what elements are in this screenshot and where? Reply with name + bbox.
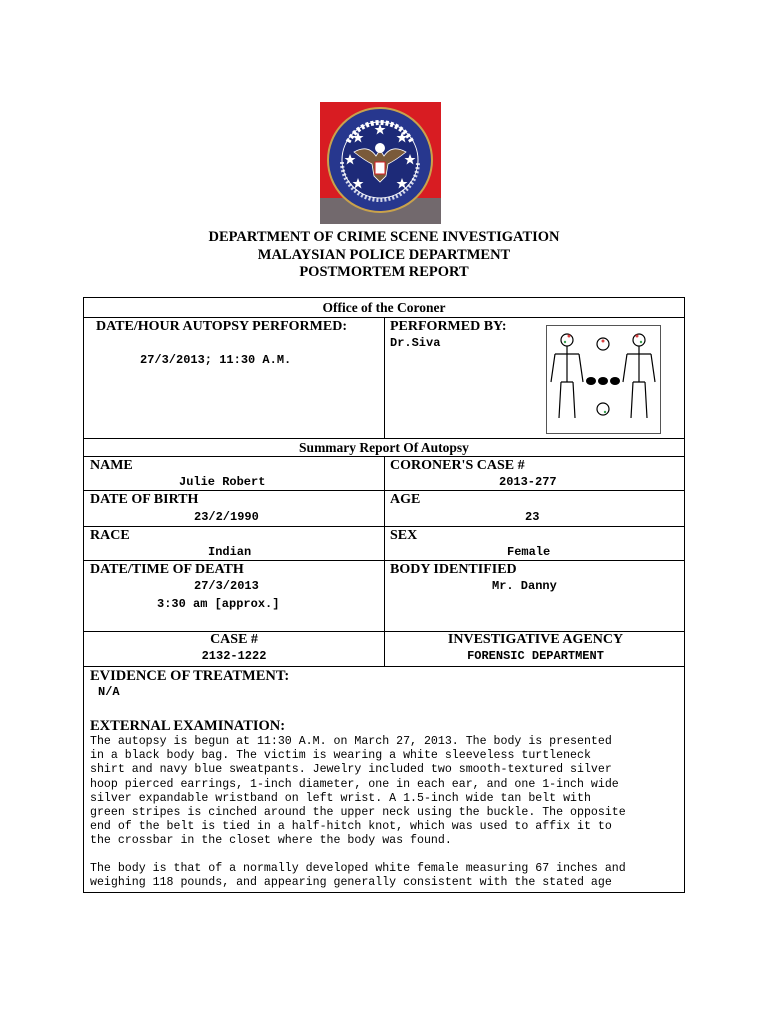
- external-paragraph-2: The body is that of a normally developed white female measuring 67 inches and weighing 118 pounds, and appearing generally consistent with the stated age: [90, 862, 626, 890]
- header-report-title: POSTMORTEM REPORT: [299, 264, 469, 280]
- divider: [84, 560, 684, 561]
- death-time: 3:30 am [approx.]: [157, 597, 280, 611]
- divider: [384, 317, 385, 438]
- identified-value: Mr. Danny: [492, 579, 557, 593]
- evidence-value: N/A: [98, 685, 120, 699]
- summary-title: Summary Report Of Autopsy: [299, 440, 469, 455]
- race-value: Indian: [208, 545, 252, 559]
- death-label: DATE/TIME OF DEATH: [90, 562, 244, 577]
- divider: [84, 490, 684, 491]
- age-label: AGE: [390, 492, 421, 507]
- dob-value: 23/2/1990: [194, 510, 259, 524]
- header-police: MALAYSIAN POLICE DEPARTMENT: [257, 247, 511, 263]
- external-paragraph-1: The autopsy is begun at 11:30 A.M. on March 27, 2013. The body is presented in a black body bag. The victim is wearing a white sleeveless turtleneck shirt and navy blue sweatpants. Jewelry included two smooth-textured silver hoop pierced earrings, 1-inch diameter, one in each ear, and one 1-inch wide silver expandable wristband on left wrist. A 1.5-inch wide tan belt with green stripes is cinched around the upper neck using the buckle. The opposite end of the belt is tied in a half-hitch knot, which was used to affix it to the crossbar in the closet where the body was found.: [90, 735, 626, 848]
- body-diagram-image: [546, 325, 661, 434]
- sex-value: Female: [507, 545, 551, 559]
- name-label: NAME: [90, 458, 133, 473]
- performed-label: PERFORMED BY:: [390, 319, 507, 334]
- dob-label: DATE OF BIRTH: [90, 492, 199, 507]
- evidence-label: EVIDENCE OF TREATMENT:: [90, 668, 290, 684]
- report-table: [83, 297, 685, 893]
- fbi-report-logo: [320, 102, 441, 224]
- sex-label: SEX: [390, 528, 418, 543]
- divider: [84, 526, 684, 527]
- identified-label: BODY IDENTIFIED: [390, 562, 517, 577]
- external-label: EXTERNAL EXAMINATION:: [90, 718, 286, 734]
- coroner-title: Office of the Coroner: [322, 300, 446, 315]
- age-value: 23: [525, 510, 540, 524]
- agency-value: FORENSIC DEPARTMENT: [467, 649, 604, 663]
- death-date: 27/3/2013: [194, 579, 259, 593]
- name-value: Julie Robert: [179, 475, 266, 489]
- casenum-value: 2132-1222: [201, 649, 267, 663]
- divider: [84, 438, 684, 439]
- autopsy-value: 27/3/2013; 11:30 A.M.: [140, 353, 292, 367]
- casenum-label: CASE #: [210, 632, 258, 647]
- race-label: RACE: [90, 528, 130, 543]
- agency-label: INVESTIGATIVE AGENCY: [447, 632, 624, 647]
- performed-value: Dr.Siva: [390, 336, 441, 350]
- autopsy-label: DATE/HOUR AUTOPSY PERFORMED:: [96, 319, 347, 334]
- coroner-case-value: 2013-277: [499, 475, 557, 489]
- divider: [84, 666, 684, 667]
- coroner-case-label: CORONER'S CASE #: [390, 458, 525, 473]
- header-department: DEPARTMENT OF CRIME SCENE INVESTIGATION: [208, 229, 560, 245]
